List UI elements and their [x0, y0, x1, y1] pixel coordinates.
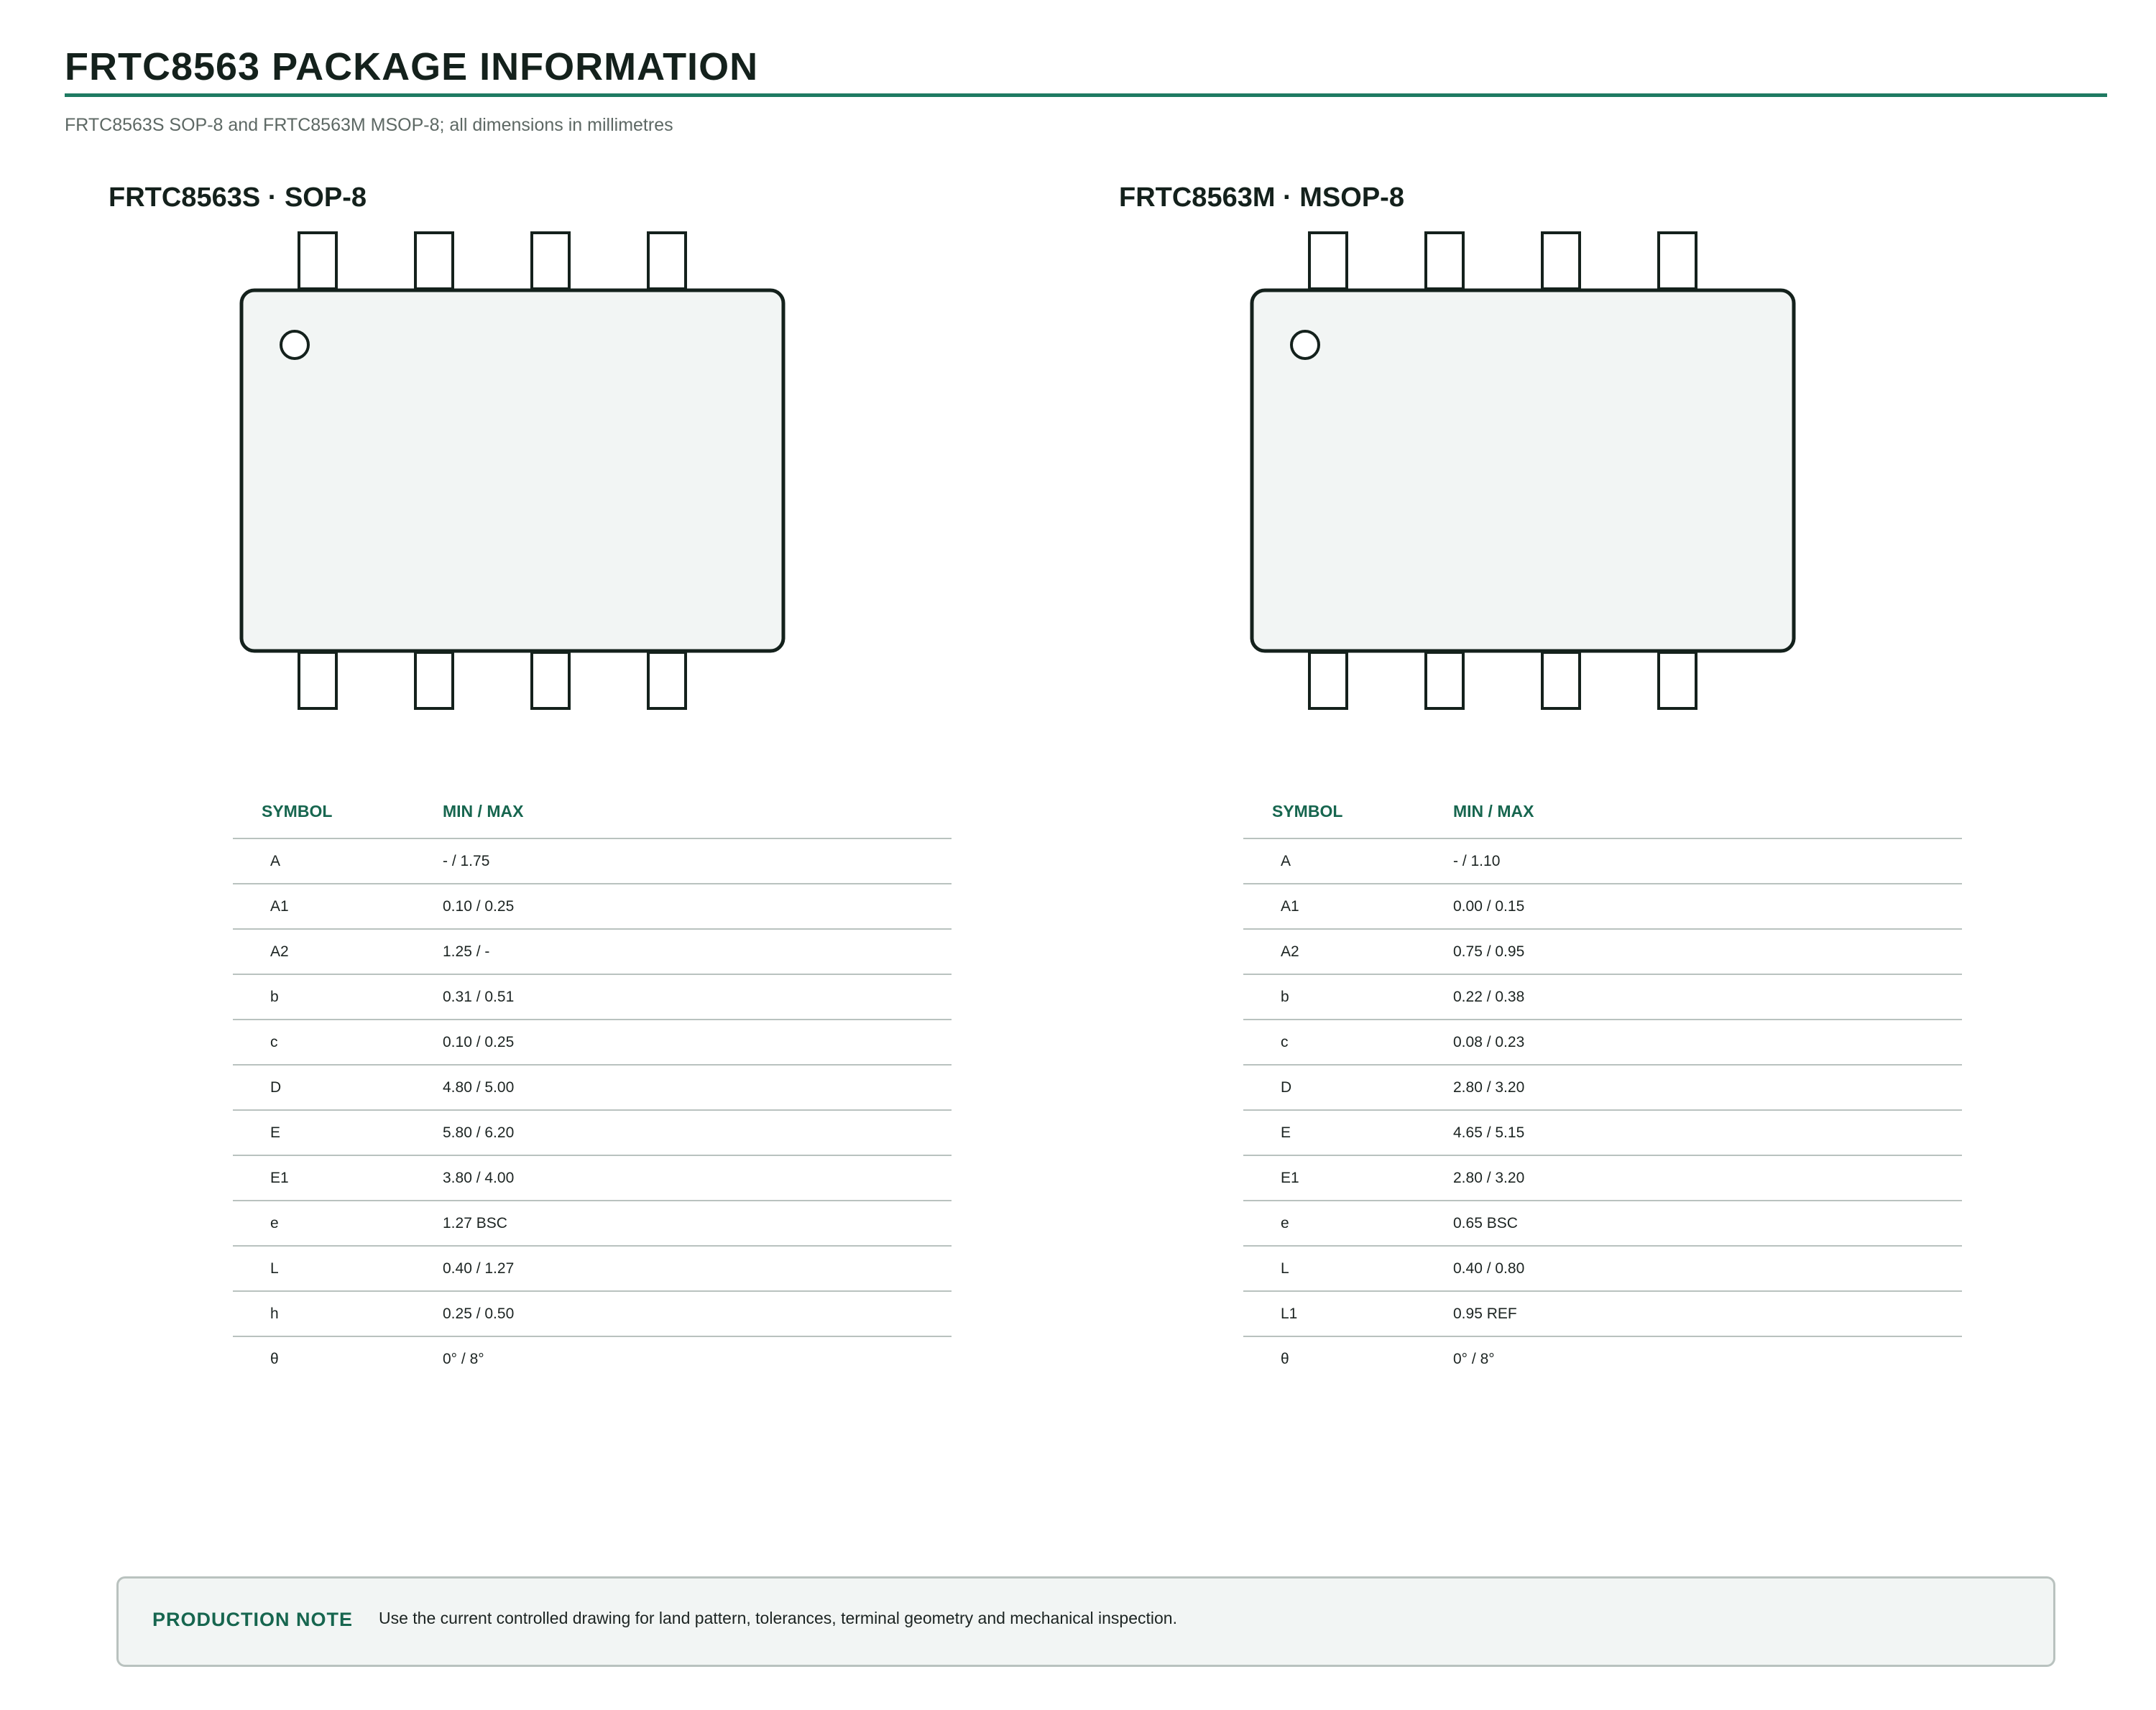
value-cell: 4.80 / 5.00: [443, 1065, 952, 1110]
pin1-marker: [281, 331, 308, 359]
pin-8: [299, 233, 336, 289]
page-title: FRTC8563 PACKAGE INFORMATION: [65, 45, 759, 88]
value-cell: 1.27 BSC: [443, 1201, 952, 1246]
symbol-cell: E1: [1243, 1155, 1453, 1201]
value-cell: 4.65 / 5.15: [1453, 1110, 1962, 1155]
pin1-marker: [1291, 331, 1319, 359]
symbol-cell: A2: [233, 929, 443, 974]
symbol-cell: b: [1243, 974, 1453, 1020]
symbol-cell: b: [233, 974, 443, 1020]
pin-3: [1542, 652, 1580, 708]
table-row: [233, 1110, 952, 1155]
symbol-cell: E: [233, 1110, 443, 1155]
table-row: [1243, 1155, 1962, 1201]
value-cell: 1.25 / -: [443, 929, 952, 974]
pin-7: [1426, 233, 1463, 289]
symbol-cell: L: [1243, 1246, 1453, 1291]
table-row: [233, 974, 952, 1020]
symbol-cell: L: [233, 1246, 443, 1291]
symbol-cell: A1: [233, 884, 443, 929]
value-cell: 2.80 / 3.20: [1453, 1155, 1962, 1201]
value-cell: 0.08 / 0.23: [1453, 1020, 1962, 1065]
bottom-pins: [1309, 652, 1696, 708]
symbol-cell: A2: [1243, 929, 1453, 974]
table-row: [233, 884, 952, 929]
table-row: [1243, 929, 1962, 974]
pin-5: [648, 233, 686, 289]
value-cell: 0.65 BSC: [1453, 1201, 1962, 1246]
symbol-cell: D: [1243, 1065, 1453, 1110]
table-header-row: [233, 785, 952, 838]
table-row: [1243, 1201, 1962, 1246]
value-cell: 0° / 8°: [443, 1350, 484, 1367]
pin-7: [415, 233, 453, 289]
value-cell: 0.75 / 0.95: [1453, 929, 1962, 974]
package-body: [1252, 290, 1794, 651]
table-row: [1243, 1065, 1962, 1110]
table-row: [1243, 1110, 1962, 1155]
table-row: [1243, 884, 1962, 929]
pin-3: [532, 652, 569, 708]
table-row: [233, 838, 952, 884]
symbol-cell: A: [233, 838, 443, 884]
table-row: [1243, 1020, 1962, 1065]
page-subtitle: FRTC8563S SOP-8 and FRTC8563M MSOP-8; all dimensions in millimetres: [65, 115, 673, 135]
symbol-cell: L1: [1243, 1291, 1453, 1336]
table-row: [1243, 1336, 1962, 1381]
column-header-min-max: MIN / MAX: [1453, 785, 1962, 838]
top-pins: [1309, 233, 1696, 289]
pin-6: [1542, 233, 1580, 289]
package-heading-sop8: FRTC8563S · SOP-8: [109, 182, 367, 213]
pin-4: [648, 652, 686, 708]
value-cell: 2.80 / 3.20: [1453, 1065, 1962, 1110]
table-header-row: [1243, 785, 1962, 838]
table-row: [1243, 1291, 1962, 1336]
package-outline-msop8: [1248, 228, 1801, 717]
column-header-symbol: SYMBOL: [233, 785, 443, 838]
symbol-cell: E: [1243, 1110, 1453, 1155]
symbol-cell: c: [233, 1020, 443, 1065]
symbol-cell: c: [1243, 1020, 1453, 1065]
pin-5: [1659, 233, 1696, 289]
package-outline-sop8: [237, 228, 791, 717]
value-cell: 5.80 / 6.20: [443, 1110, 952, 1155]
value-cell: 0.40 / 1.27: [443, 1246, 952, 1291]
column-header-min-max: MIN / MAX: [443, 785, 952, 838]
symbol-cell: e: [233, 1201, 443, 1246]
package-heading-msop8: FRTC8563M · MSOP-8: [1119, 182, 1404, 213]
value-cell: 0.00 / 0.15: [1453, 884, 1962, 929]
table-row: [233, 1291, 952, 1336]
top-pins: [299, 233, 686, 289]
column-header-symbol: SYMBOL: [1243, 785, 1453, 838]
table-row: [233, 1201, 952, 1246]
table-row: [233, 1246, 952, 1291]
production-note-label: PRODUCTION NOTE: [152, 1609, 354, 1630]
table-row: [233, 1020, 952, 1065]
value-cell: 0.22 / 0.38: [1453, 974, 1962, 1020]
table-row: [1243, 838, 1962, 884]
table-row: [233, 1065, 952, 1110]
symbol-cell: e: [1243, 1201, 1453, 1246]
table-row: [1243, 1246, 1962, 1291]
production-note: [116, 1576, 2055, 1667]
dimension-table-sop8: [233, 785, 952, 1381]
symbol-cell: θ: [270, 1350, 279, 1367]
pin-6: [532, 233, 569, 289]
value-cell: 0° / 8°: [1453, 1350, 1495, 1367]
symbol-cell: A1: [1243, 884, 1453, 929]
symbol-cell: E1: [233, 1155, 443, 1201]
pin-2: [1426, 652, 1463, 708]
value-cell: 0.40 / 0.80: [1453, 1246, 1962, 1291]
title-rule: [65, 93, 2107, 97]
table-row: [233, 1155, 952, 1201]
value-cell: 0.10 / 0.25: [443, 1020, 952, 1065]
value-cell: 0.31 / 0.51: [443, 974, 952, 1020]
value-cell: 0.25 / 0.50: [443, 1291, 952, 1336]
pin-8: [1309, 233, 1347, 289]
value-cell: 0.95 REF: [1453, 1291, 1962, 1336]
value-cell: - / 1.10: [1453, 838, 1962, 884]
package-body: [241, 290, 783, 651]
pin-1: [299, 652, 336, 708]
value-cell: 3.80 / 4.00: [443, 1155, 952, 1201]
dimension-table-msop8: [1243, 785, 1962, 1381]
production-note-text: Use the current controlled drawing for land pattern, tolerances, terminal geometry and mechanical inspection.: [379, 1609, 1177, 1627]
bottom-pins: [299, 652, 686, 708]
pin-2: [415, 652, 453, 708]
table-row: [233, 1336, 952, 1381]
pin-4: [1659, 652, 1696, 708]
value-cell: 0.10 / 0.25: [443, 884, 952, 929]
value-cell: - / 1.75: [443, 838, 952, 884]
symbol-cell: θ: [1281, 1350, 1289, 1367]
symbol-cell: A: [1243, 838, 1453, 884]
pin-1: [1309, 652, 1347, 708]
symbol-cell: h: [233, 1291, 443, 1336]
table-row: [233, 929, 952, 974]
symbol-cell: D: [233, 1065, 443, 1110]
table-row: [1243, 974, 1962, 1020]
